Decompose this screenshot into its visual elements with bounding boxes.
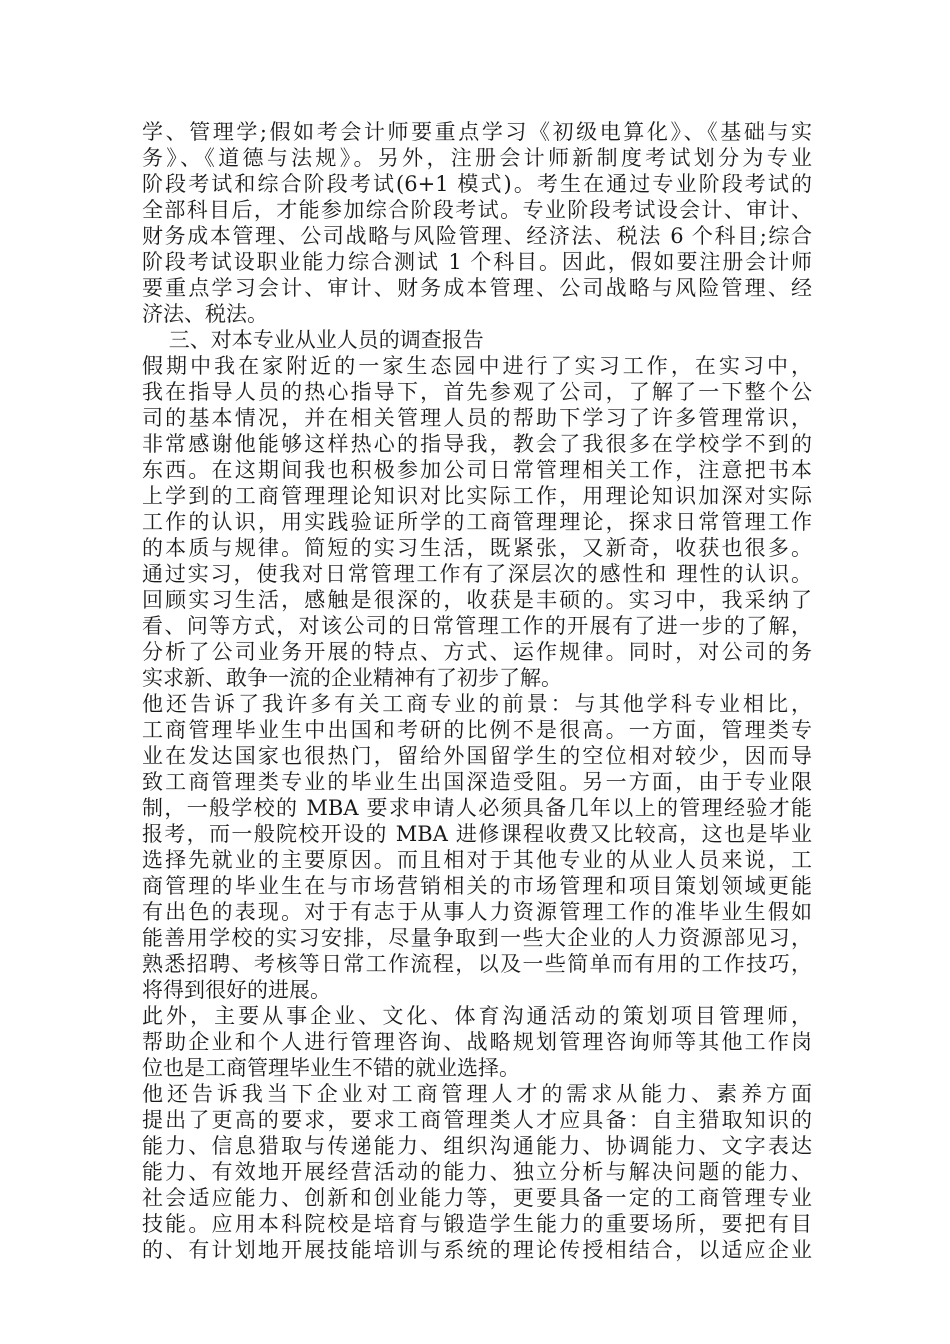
text-line: 济法、税法。 bbox=[142, 302, 268, 326]
text-line: 商管理的毕业生在与市场营销相关的市场管理和项目策划领域更能 bbox=[142, 874, 812, 898]
text-line: 上学到的工商管理理论知识对比实际工作，用理论知识加深对实际 bbox=[142, 484, 812, 508]
text-line: 将得到很好的进展。 bbox=[142, 978, 331, 1002]
text-line: 回顾实习生活，感触是很深的，收获是丰硕的。实习中，我采纳了 bbox=[142, 588, 812, 612]
text-line: 此外，主要从事企业、文化、体育沟通活动的策划项目管理师， bbox=[142, 1004, 812, 1028]
text-line: 假期中我在家附近的一家生态园中进行了实习工作，在实习中， bbox=[142, 354, 812, 378]
text-line: 他还告诉了我许多有关工商专业的前景：与其他学科专业相比， bbox=[142, 692, 812, 716]
text-line: 的本质与规律。简短的实习生活，既紧张，又新奇，收获也很多。 bbox=[142, 536, 812, 560]
text-line: 能力、信息猎取与传递能力、组织沟通能力、协调能力、文字表达 bbox=[142, 1134, 812, 1158]
text-line: 的、有计划地开展技能培训与系统的理论传授相结合，以适应企业 bbox=[142, 1238, 812, 1262]
text-line: 务》、《道德与法规》。另外，注册会计师新制度考试划分为专业 bbox=[142, 146, 812, 170]
text-line: 看、问等方式，对该公司的日常管理工作的开展有了进一步的了解， bbox=[142, 614, 812, 638]
text-line: 非常感谢他能够这样热心的指导我，教会了我很多在学校学不到的 bbox=[142, 432, 812, 456]
text-line: 报考，而一般院校开设的 MBA 进修课程收费又比较高，这也是毕业 bbox=[142, 822, 812, 846]
text-line: 位也是工商管理毕业生不错的就业选择。 bbox=[142, 1056, 520, 1080]
text-line: 司的基本情况，并在相关管理人员的帮助下学习了许多管理常识， bbox=[142, 406, 812, 430]
text-line: 帮助企业和个人进行管理咨询、战略规划管理咨询师等其他工作岗 bbox=[142, 1030, 812, 1054]
text-line: 要重点学习会计、审计、财务成本管理、公司战略与风险管理、经 bbox=[142, 276, 812, 300]
text-line: 技能。应用本科院校是培育与锻造学生能力的重要场所，要把有目 bbox=[142, 1212, 812, 1236]
text-line: 学、管理学;假如考会计师要重点学习《初级电算化》、《基础与实 bbox=[142, 120, 812, 144]
text-line: 能善用学校的实习安排，尽量争取到一些大企业的人力资源部见习， bbox=[142, 926, 812, 950]
text-line: 阶段考试设职业能力综合测试 1 个科目。因此，假如要注册会计师 bbox=[142, 250, 812, 274]
document-body-text bbox=[142, 119, 812, 1263]
text-line: 业在发达国家也很热门，留给外国留学生的空位相对较少，因而导 bbox=[142, 744, 812, 768]
text-line: 社会适应能力、创新和创业能力等，更要具备一定的工商管理专业 bbox=[142, 1186, 812, 1210]
text-line: 工作的认识，用实践验证所学的工商管理理论，探求日常管理工作 bbox=[142, 510, 812, 534]
text-line: 致工商管理类专业的毕业生出国深造受阻。另一方面，由于专业限 bbox=[142, 770, 812, 794]
text-line: 实求新、敢争一流的企业精神有了初步了解。 bbox=[142, 666, 562, 690]
text-line: 熟悉招聘、考核等日常工作流程，以及一些简单而有用的工作技巧， bbox=[142, 952, 812, 976]
text-line: 选择先就业的主要原因。而且相对于其他专业的从业人员来说，工 bbox=[142, 848, 812, 872]
text-line: 他还告诉我当下企业对工商管理人才的需求从能力、素养方面 bbox=[142, 1082, 812, 1106]
text-line: 通过实习，使我对日常管理工作有了深层次的感性和 理性的认识。 bbox=[142, 562, 812, 586]
text-line: 全部科目后，才能参加综合阶段考试。专业阶段考试设会计、审计、 bbox=[142, 198, 812, 222]
text-line: 提出了更高的要求，要求工商管理类人才应具备：自主猎取知识的 bbox=[142, 1108, 812, 1132]
text-line: 能力、有效地开展经营活动的能力、独立分析与解决问题的能力、 bbox=[142, 1160, 812, 1184]
text-line: 工商管理毕业生中出国和考研的比例不是很高。一方面，管理类专 bbox=[142, 718, 812, 742]
text-line: 三、对本专业从业人员的调查报告 bbox=[142, 328, 484, 352]
text-line: 有出色的表现。对于有志于从事人力资源管理工作的准毕业生假如 bbox=[142, 900, 812, 924]
text-line: 我在指导人员的热心指导下，首先参观了公司，了解了一下整个公 bbox=[142, 380, 812, 404]
text-line: 东西。在这期间我也积极参加公司日常管理相关工作，注意把书本 bbox=[142, 458, 812, 482]
text-line: 财务成本管理、公司战略与风险管理、经济法、税法 6 个科目;综合 bbox=[142, 224, 812, 248]
text-line: 制，一般学校的 MBA 要求申请人必须具备几年以上的管理经验才能 bbox=[142, 796, 812, 820]
text-line: 阶段考试和综合阶段考试(6+1 模式)。考生在通过专业阶段考试的 bbox=[142, 172, 812, 196]
text-line: 分析了公司业务开展的特点、方式、运作规律。同时，对公司的务 bbox=[142, 640, 812, 664]
